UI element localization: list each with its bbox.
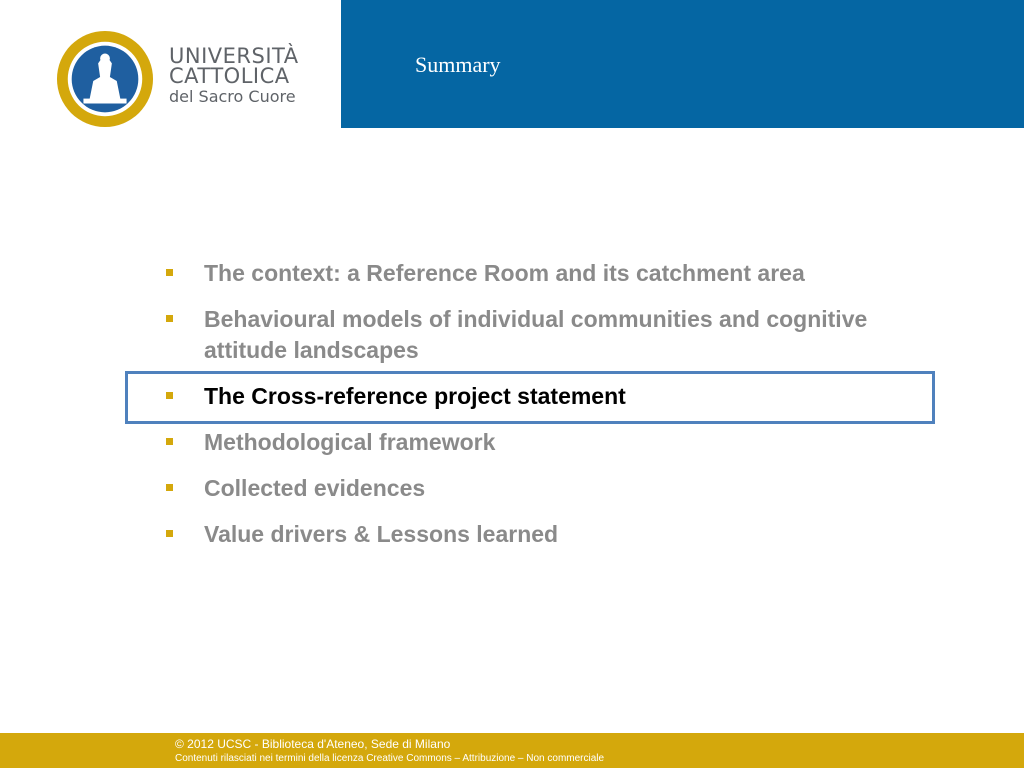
list-item-text: Collected evidences xyxy=(204,475,426,501)
footer-license: Contenuti rilasciati nei termini della licenza Creative Commons – Attribuzione – Non commerciale xyxy=(175,753,605,764)
slide-title: Summary xyxy=(415,52,501,77)
footer-copyright: © 2012 UCSC - Biblioteca d'Ateneo, Sede di Milano xyxy=(175,737,451,751)
list-item-text: The context: a Reference Room and its catchment area xyxy=(204,260,805,286)
list-item xyxy=(164,519,924,550)
list-item-text: The Cross-reference project statement xyxy=(204,383,626,409)
list-item xyxy=(164,258,924,289)
header-band xyxy=(341,0,1024,128)
list-item xyxy=(164,304,924,366)
square-bullet-icon xyxy=(166,392,173,399)
summary-list xyxy=(164,258,924,565)
list-item-text: Behavioural models of individual communities and cognitive attitude landscapes xyxy=(204,306,868,363)
university-seal-icon xyxy=(56,30,154,128)
square-bullet-icon xyxy=(166,269,173,276)
list-item xyxy=(164,427,924,458)
list-item-text: Value drivers & Lessons learned xyxy=(204,521,559,547)
square-bullet-icon xyxy=(166,530,173,537)
logo-wordmark xyxy=(169,46,299,108)
logo-line-1: UNIVERSITÀ xyxy=(169,44,299,68)
square-bullet-icon xyxy=(166,438,173,445)
university-logo xyxy=(0,0,341,128)
list-item xyxy=(164,473,924,504)
logo-line-2: CATTOLICA xyxy=(169,64,290,88)
footer-band xyxy=(0,733,1024,768)
list-item-highlighted xyxy=(164,381,924,412)
square-bullet-icon xyxy=(166,315,173,322)
square-bullet-icon xyxy=(166,484,173,491)
logo-line-3: del Sacro Cuore xyxy=(169,87,296,106)
list-item-text: Methodological framework xyxy=(204,429,496,455)
